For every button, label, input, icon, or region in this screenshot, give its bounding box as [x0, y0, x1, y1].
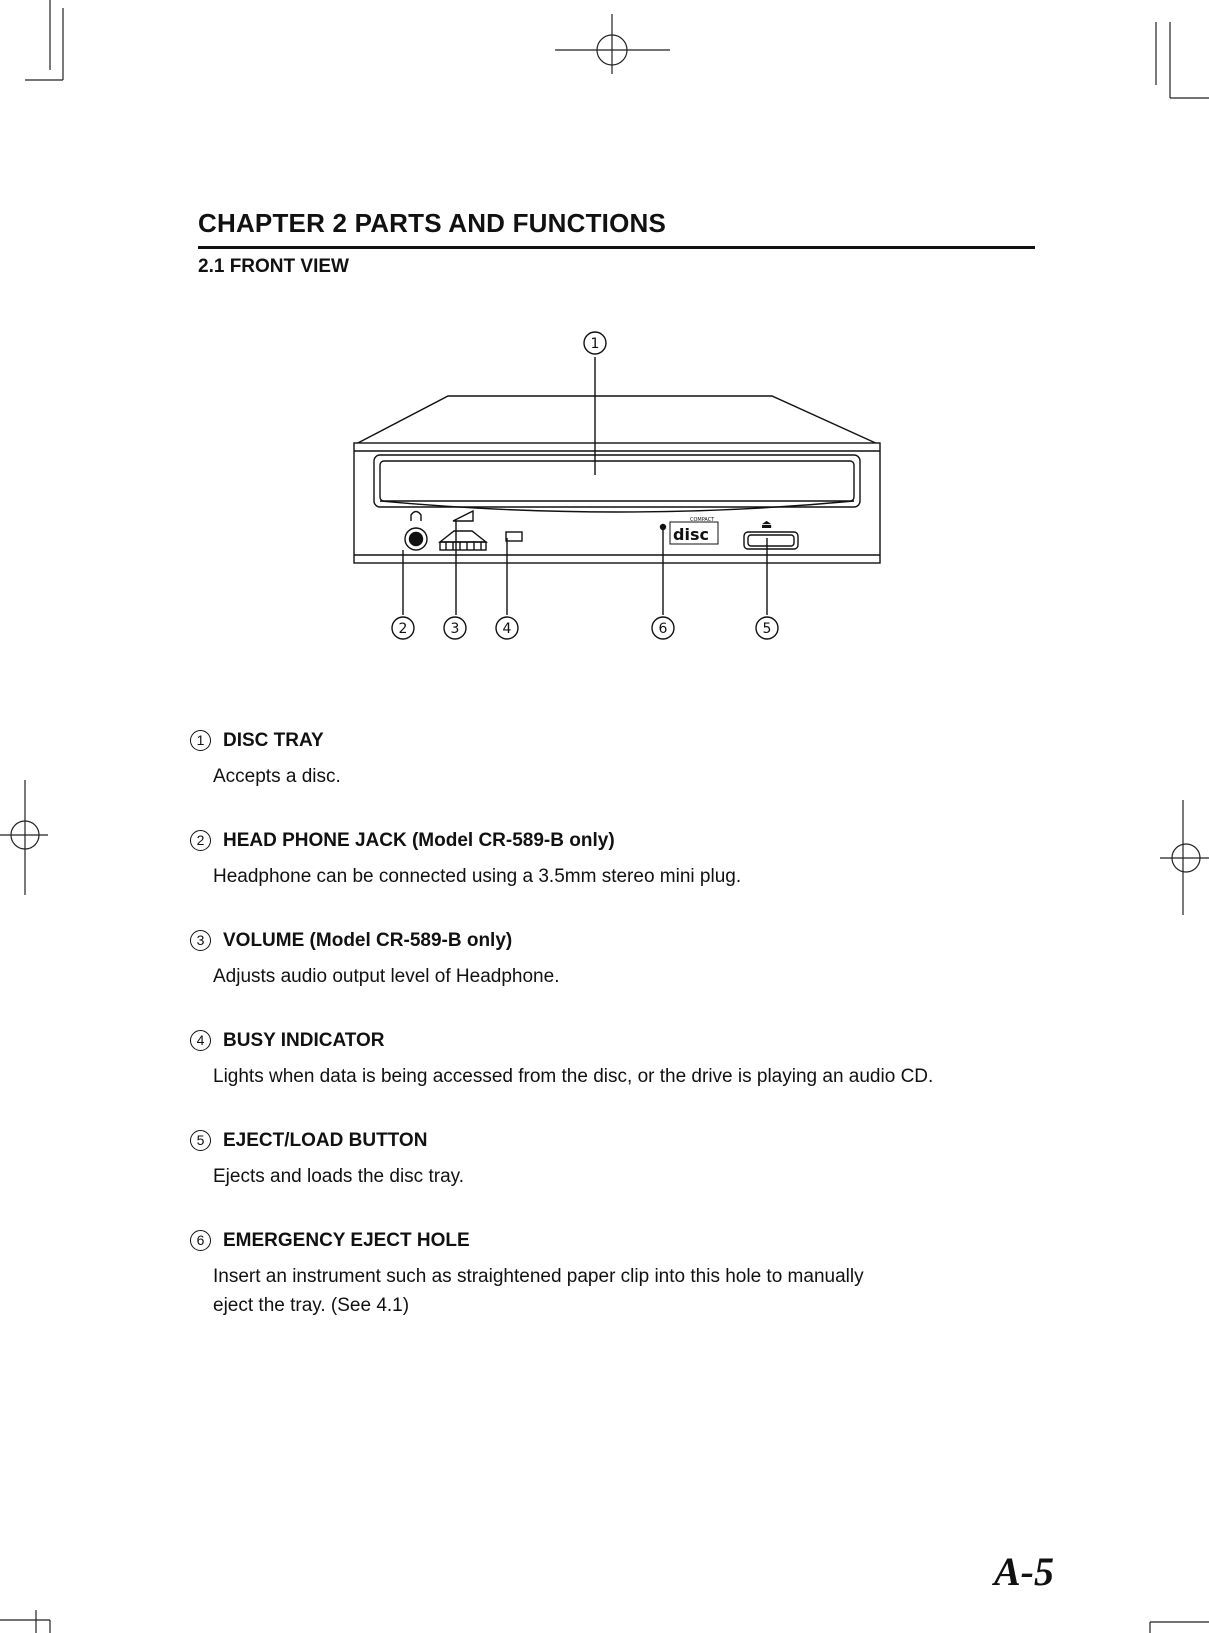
item-heading	[190, 730, 1090, 752]
disc-tray-slot	[374, 455, 860, 507]
item-number: 1	[190, 730, 211, 751]
compact-disc-logo-small-text: COMPACT	[690, 517, 715, 523]
callout-4: 4	[502, 621, 512, 637]
item-description-line: Adjusts audio output level of Headphone.	[213, 966, 560, 987]
item-description-line: Lights when data is being accessed from the disc, or the drive is playing an audio CD.	[213, 1066, 934, 1087]
item-description	[190, 862, 1090, 891]
item-heading	[190, 1030, 1090, 1052]
item-description-line: Insert an instrument such as straightened paper clip into this hole to manually	[213, 1266, 864, 1287]
item-number: 3	[190, 930, 211, 951]
item-title: EJECT/LOAD BUTTON	[223, 1130, 428, 1151]
chapter-title: CHAPTER 2 PARTS AND FUNCTIONS	[198, 208, 667, 238]
section-title: 2.1 FRONT VIEW	[198, 256, 349, 277]
front-view-figure	[340, 325, 900, 685]
callout-5: 5	[762, 621, 772, 637]
item-description	[190, 1162, 1090, 1191]
item-description-line: Ejects and loads the disc tray.	[213, 1166, 464, 1187]
item-number: 2	[190, 830, 211, 851]
item-description	[190, 1062, 1090, 1091]
item-title: HEAD PHONE JACK (Model CR-589-B only)	[223, 830, 615, 851]
item-volume	[190, 930, 1090, 991]
item-description-line: eject the tray. (See 4.1)	[213, 1295, 410, 1316]
item-description	[190, 1262, 1090, 1320]
item-number: 5	[190, 1130, 211, 1151]
item-eject-load-button	[190, 1130, 1090, 1191]
chapter-rule	[198, 246, 1035, 249]
item-title: VOLUME (Model CR-589-B only)	[223, 930, 513, 951]
item-busy-indicator	[190, 1030, 1090, 1091]
item-head-phone-jack	[190, 830, 1090, 891]
callout-2: 2	[398, 621, 408, 637]
item-heading	[190, 930, 1090, 952]
page-number: A-5	[994, 1549, 1054, 1594]
item-heading	[190, 1230, 1090, 1252]
item-description	[190, 762, 1090, 791]
callout-6: 6	[658, 621, 668, 637]
drive-top-face	[354, 396, 880, 445]
item-description	[190, 962, 1090, 991]
emergency-eject-hole	[661, 525, 666, 530]
callout-1: 1	[590, 336, 600, 352]
item-heading	[190, 1130, 1090, 1152]
item-emergency-eject-hole	[190, 1230, 1090, 1320]
item-number: 6	[190, 1230, 211, 1251]
item-title: EMERGENCY EJECT HOLE	[223, 1230, 470, 1251]
item-description-line: Accepts a disc.	[213, 766, 341, 787]
item-disc-tray	[190, 730, 1090, 791]
compact-disc-logo-text: disc	[673, 525, 709, 544]
item-heading	[190, 830, 1090, 852]
item-title: BUSY INDICATOR	[223, 1030, 385, 1051]
eject-symbol: ⏏	[761, 517, 773, 531]
callout-3: 3	[450, 621, 460, 637]
item-title: DISC TRAY	[223, 730, 324, 751]
item-number: 4	[190, 1030, 211, 1051]
item-description-line: Headphone can be connected using a 3.5mm stereo mini plug.	[213, 866, 742, 887]
